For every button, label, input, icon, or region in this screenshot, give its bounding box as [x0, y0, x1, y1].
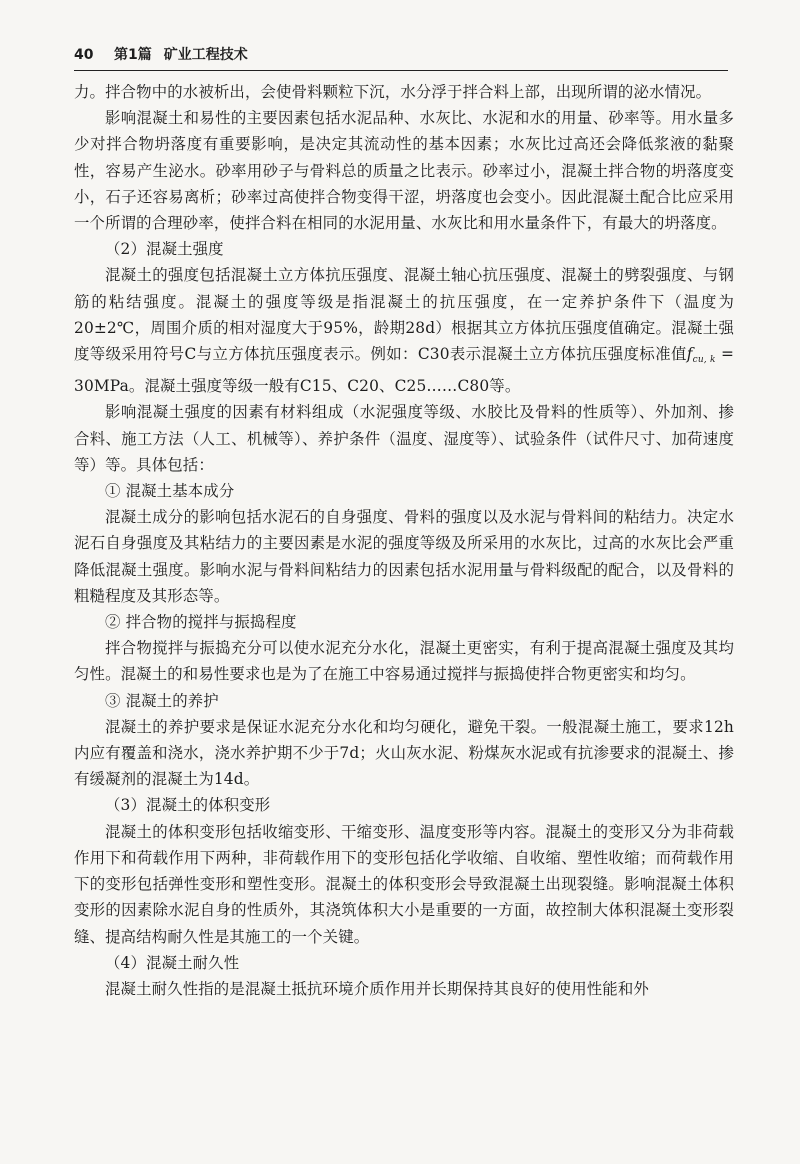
chapter-title: 矿业工程技术 [163, 47, 248, 63]
formula-subscript: cu, k [692, 355, 716, 366]
running-header [74, 44, 728, 71]
paragraph [74, 262, 734, 399]
subsection-heading: ③ 混凝土的养护 [105, 691, 219, 710]
paragraph: 影响混凝土强度的因素有材料组成（水泥强度等级、水胶比及骨料的性质等）、外加剂、掺合料、施工方法（人工、机械等）、养护条件（温度、湿度等）、试验条件（试件尺寸、加荷速度等）等。具体包括： [74, 403, 734, 474]
section-heading: （2）混凝土强度 [105, 240, 224, 259]
paragraph: 混凝土耐久性指的是混凝土抵抗环境介质作用并长期保持其良好的使用性能和外 [105, 979, 649, 998]
paragraph: 混凝土的养护要求是保证水泥充分水化和均匀硬化，避免干裂。一般混凝土施工，要求12h内应有覆盖和浇水，浇水养护期不少于7d；火山灰水泥、粉煤灰水泥或有抗渗要求的混凝土、掺有缓凝剂的混凝土为14d。 [74, 717, 734, 789]
section-heading: （4）混凝土耐久性 [105, 953, 240, 972]
body-text [74, 79, 734, 1002]
paragraph-text: = 30MPa。混凝土强度等级一般有C15、C20、C25……C80等。 [74, 345, 734, 396]
subsection-heading: ① 混凝土基本成分 [105, 482, 235, 501]
page-number: 40 [74, 47, 94, 63]
formula-symbol: f [686, 345, 693, 364]
chapter-label: 第1篇 [114, 47, 152, 63]
section-heading: （3）混凝土的体积变形 [105, 796, 271, 815]
paragraph: 混凝土成分的影响包括水泥石的自身强度、骨料的强度以及水泥与骨料间的粘结力。决定水泥石自身强度及其粘结力的主要因素是水泥的强度等级及所采用的水灰比，过高的水灰比会严重降低混凝土强度。影响水泥与骨料间粘结力的因素包括水泥用量与骨料级配的配合，以及骨料的粗糙程度及其形态等。 [74, 508, 734, 605]
paragraph: 混凝土的体积变形包括收缩变形、干缩变形、温度变形等内容。混凝土的变形又分为非荷载作用下和荷载作用下两种，非荷载作用下的变形包括化学收缩、自收缩、塑性收缩；而荷载作用下的变形包括弹性变形和塑性变形。混凝土的体积变形会导致混凝土出现裂缝。影响混凝土体积变形的因素除水泥自身的性质外，其浇筑体积大小是重要的一方面，故控制大体积混凝土变形裂缝、提高结构耐久性是其施工的一个关键。 [74, 822, 734, 946]
paragraph: 力。拌合物中的水被析出，会使骨料颗粒下沉，水分浮于拌合料上部，出现所谓的泌水情况。 [74, 83, 712, 101]
paragraph: 影响混凝土和易性的主要因素包括水泥品种、水灰比、水泥和水的用量、砂率等。用水量多少对拌合物坍落度有重要影响，是决定其流动性的基本因素；水灰比过高还会降低浆液的黏聚性，容易产生泌水。砂率用砂子与骨料总的质量之比表示。砂率过小，混凝土拌合物的坍落度变小，石子还容易离析；砂率过高使拌合物变得干涩，坍落度也会变小。因此混凝土配合比应采用一个所谓的合理砂率，使拌合料在相同的水泥用量、水灰比和用水量条件下，有最大的坍落度。 [74, 109, 734, 233]
paragraph-text: 混凝土的强度包括混凝土立方体抗压强度、混凝土轴心抗压强度、混凝土的劈裂强度、与钢筋的粘结强度。混凝土的强度等级是指混凝土的抗压强度，在一定养护条件下（温度为20±2℃，周围介质的相对湿度大于95%，龄期28d）根据其立方体抗压强度值确定。混凝土强度等级采用符号C与立方体抗压强度表示。例如：C30表示混凝土立方体抗压强度标准值 [74, 266, 734, 364]
paragraph: 拌合物搅拌与振捣充分可以使水泥充分水化，混凝土更密实，有利于提高混凝土强度及其均匀性。混凝土的和易性要求也是为了在施工中容易通过搅拌与振捣使拌合物更密实和均匀。 [74, 639, 734, 684]
subsection-heading: ② 拌合物的搅拌与振捣程度 [105, 613, 297, 632]
